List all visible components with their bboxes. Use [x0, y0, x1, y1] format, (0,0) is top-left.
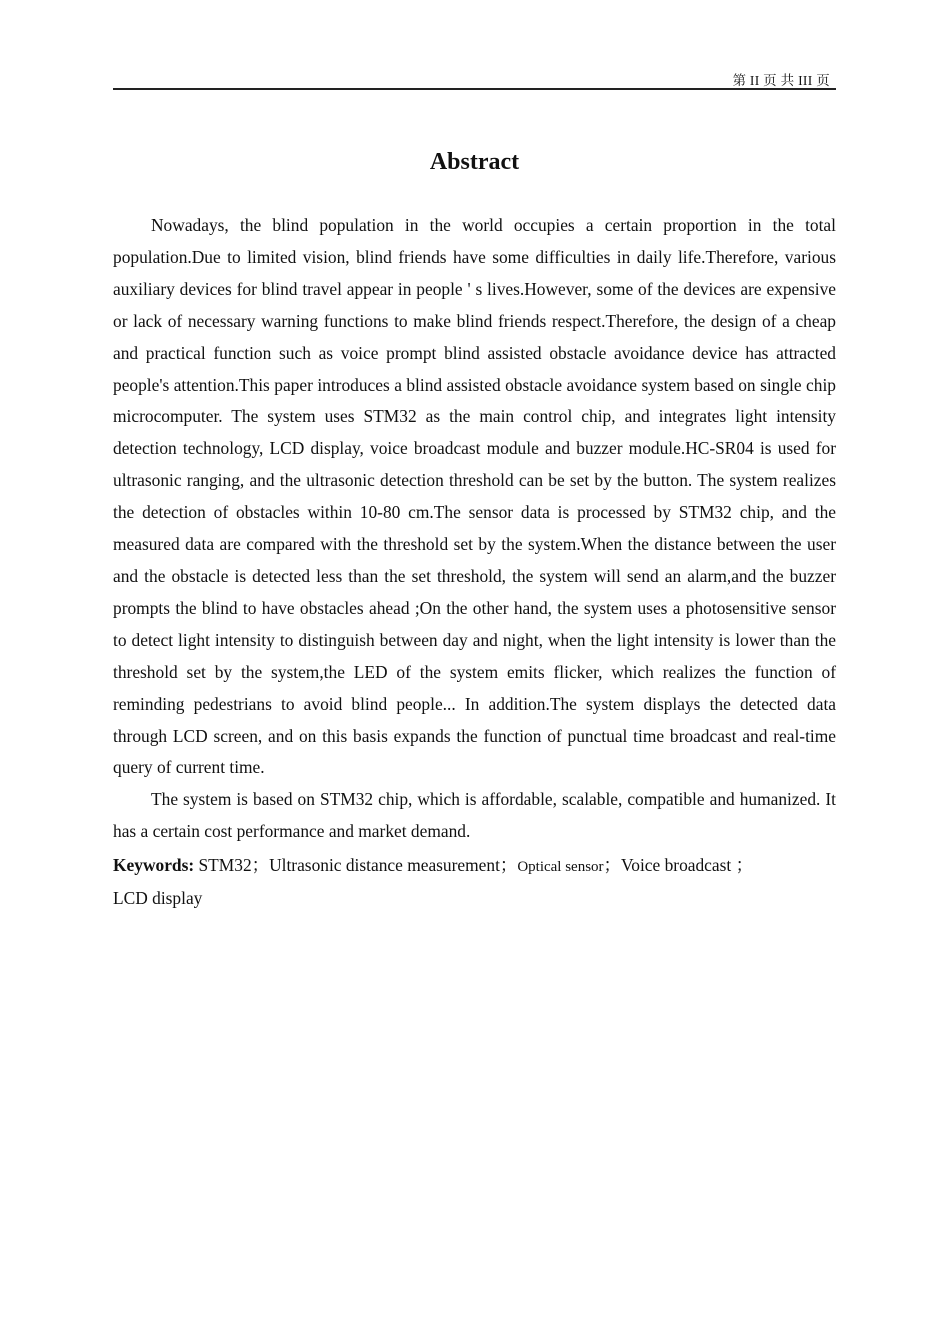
keyword-item: Voice broadcast: [620, 855, 732, 876]
keywords-label: Keywords:: [113, 855, 195, 876]
abstract-paragraph-2: The system is based on STM32 chip, which is affordable, scalable, compatible and humanized. It has a certain cost performance and market demand.: [113, 789, 836, 842]
abstract-paragraph-1: Nowadays, the blind population in the world occupies a certain proportion in the total population.Due to limited vision, blind friends have some difficulties in daily life.Therefore, various auxiliary devices for blind travel appear in people ' s lives.However, some of the devices are expensive or lack of necessary warning functions to make blind friends respect.Therefore, the design of a cheap and practical function such as voice prompt blind assisted obstacle avoidance device has attracted people's attention.This paper introduces a blind assisted obstacle avoidance system based on single chip microcomputer. The system uses STM32 as the main control chip, and integrates light intensity detection technology, LCD display, voice broadcast module and buzzer module.HC-SR04 is used for ultrasonic ranging, and the ultrasonic detection threshold can be set by the button. The system realizes the detection of obstacles within 10-80 cm.The sensor data is processed by STM32 chip, and the measured data are compared with the threshold set by the system.When the distance between the user and the obstacle is detected less than the set threshold, the system will send an alarm,and the buzzer prompts the blind to have obstacles ahead ;On the other hand, the system uses a photosensitive sensor to detect light intensity to distinguish between day and night, when the light intensity is lower than the threshold set by the system,the LED of the system emits flicker, which realizes the function of reminding pedestrians to avoid blind people... In addition.The system displays the detected data through LCD screen, and on this basis expands the function of punctual time broadcast and real-time query of current time.: [113, 215, 836, 778]
keyword-item: STM32: [198, 855, 252, 876]
keyword-separator: ；: [499, 855, 518, 876]
abstract-title: Abstract: [429, 149, 520, 175]
keywords-line: [113, 850, 836, 914]
keyword-item: Optical sensor: [517, 859, 604, 876]
keyword-separator: ；: [735, 855, 753, 876]
keyword-separator: ；: [603, 855, 621, 876]
abstract-body: [113, 210, 836, 914]
keyword-separator: ；: [251, 855, 270, 876]
keyword-item: LCD display: [113, 888, 203, 909]
keyword-item: Ultrasonic distance measurement: [269, 855, 500, 876]
page-header: [113, 66, 836, 90]
page-number-info: 第 II 页 共 III 页: [732, 73, 830, 88]
